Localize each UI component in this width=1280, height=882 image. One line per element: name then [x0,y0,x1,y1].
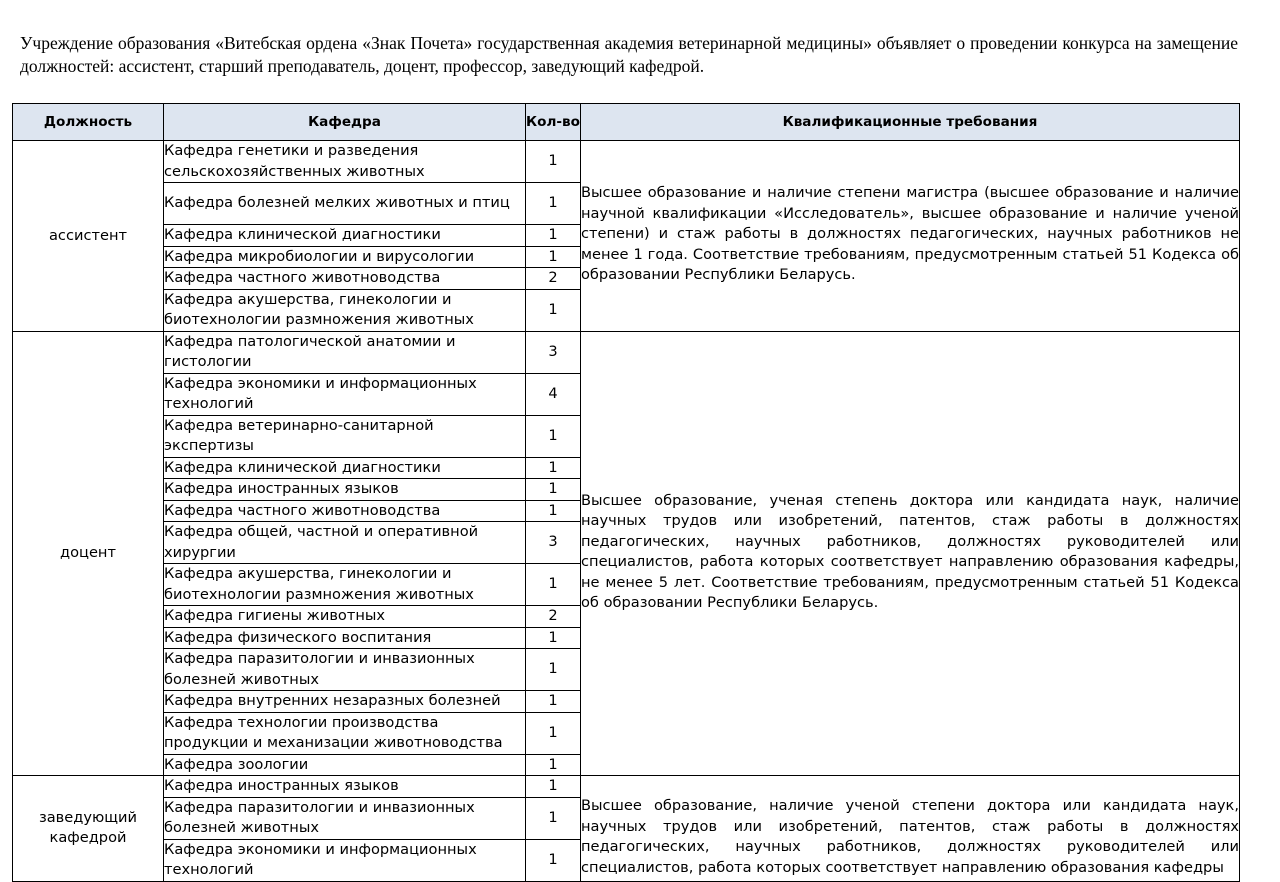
count-cell: 1 [526,754,581,776]
count-cell: 1 [526,839,581,881]
table-body [13,141,1240,882]
count-cell: 2 [526,606,581,628]
count-cell: 1 [526,183,581,225]
count-cell: 1 [526,415,581,457]
count-cell: 1 [526,691,581,713]
department-cell: Кафедра паразитологии и инвазионных болезней животных [164,649,526,691]
requirements-cell: Высшее образование, наличие ученой степени доктора или кандидата наук, научных трудов или изобретений, патентов, стаж работы в должностях педагогических, научных работников, должностях руководителей или специалистов, работа которых соответствует направлению образования кафедры [581,776,1240,882]
count-cell: 1 [526,649,581,691]
requirements-cell: Высшее образование, ученая степень доктора или кандидата наук, наличие научных трудов или изобретений, патентов, стаж работы в должностях педагогических, научных работников, должностях руководителей или специалистов, работа которых соответствует направлению образования кафедры, не менее 5 лет. Соответствие требованиям, предусмотренным статьей 51 Кодекса об образовании Республики Беларусь. [581,331,1240,776]
department-cell: Кафедра гигиены животных [164,606,526,628]
table-row [13,776,1240,798]
table-header-row [13,104,1240,141]
department-cell: Кафедра акушерства, гинекологии и биотехнологии размножения животных [164,564,526,606]
count-cell: 1 [526,289,581,331]
header-count: Кол-во [526,104,581,141]
department-cell: Кафедра паразитологии и инвазионных болезней животных [164,797,526,839]
department-cell: Кафедра физического воспитания [164,627,526,649]
department-cell: Кафедра клинической диагностики [164,457,526,479]
department-cell: Кафедра экономики и информационных технологий [164,839,526,881]
count-cell: 1 [526,627,581,649]
department-cell: Кафедра частного животноводства [164,268,526,290]
requirements-cell: Высшее образование и наличие степени магистра (высшее образование и наличие научной квалификации «Исследователь», высшее образование и наличие ученой степени) и стаж работы в должностях педагогических, научных работников не менее 1 года. Соответствие требованиям, предусмотренным статьей 51 Кодекса об образовании Республики Беларусь. [581,141,1240,332]
announcement-intro: Учреждение образования «Витебская ордена «Знак Почета» государственная академия ветеринарной медицины» объявляет о проведении конкурса на замещение должностей: ассистент, старший преподаватель, доцент, профессор, заведующий кафедрой. [20,33,1238,76]
count-cell: 1 [526,141,581,183]
count-cell: 1 [526,776,581,798]
header-requirements: Квалификационные требования [581,104,1240,141]
count-cell: 1 [526,797,581,839]
department-cell: Кафедра болезней мелких животных и птиц [164,183,526,225]
count-cell: 1 [526,246,581,268]
count-cell: 3 [526,522,581,564]
department-cell: Кафедра частного животноводства [164,500,526,522]
header-position: Должность [13,104,164,141]
department-cell: Кафедра клинической диагностики [164,225,526,247]
position-cell: доцент [13,331,164,776]
count-cell: 3 [526,331,581,373]
table-row [13,141,1240,183]
header-department: Кафедра [164,104,526,141]
department-cell: Кафедра патологической анатомии и гистологии [164,331,526,373]
department-cell: Кафедра экономики и информационных технологий [164,373,526,415]
department-cell: Кафедра общей, частной и оперативной хирургии [164,522,526,564]
department-cell: Кафедра зоологии [164,754,526,776]
department-cell: Кафедра иностранных языков [164,776,526,798]
position-cell: заведующий кафедрой [13,776,164,882]
position-cell: ассистент [13,141,164,332]
department-cell: Кафедра технологии производства продукции и механизации животноводства [164,712,526,754]
department-cell: Кафедра внутренних незаразных болезней [164,691,526,713]
count-cell: 1 [526,457,581,479]
count-cell: 1 [526,712,581,754]
count-cell: 4 [526,373,581,415]
department-cell: Кафедра генетики и разведения сельскохозяйственных животных [164,141,526,183]
table-row [13,331,1240,373]
department-cell: Кафедра акушерства, гинекологии и биотехнологии размножения животных [164,289,526,331]
count-cell: 1 [526,564,581,606]
vacancies-table [12,103,1240,882]
count-cell: 2 [526,268,581,290]
department-cell: Кафедра иностранных языков [164,479,526,501]
count-cell: 1 [526,479,581,501]
department-cell: Кафедра микробиологии и вирусологии [164,246,526,268]
count-cell: 1 [526,500,581,522]
department-cell: Кафедра ветеринарно-санитарной экспертизы [164,415,526,457]
count-cell: 1 [526,225,581,247]
